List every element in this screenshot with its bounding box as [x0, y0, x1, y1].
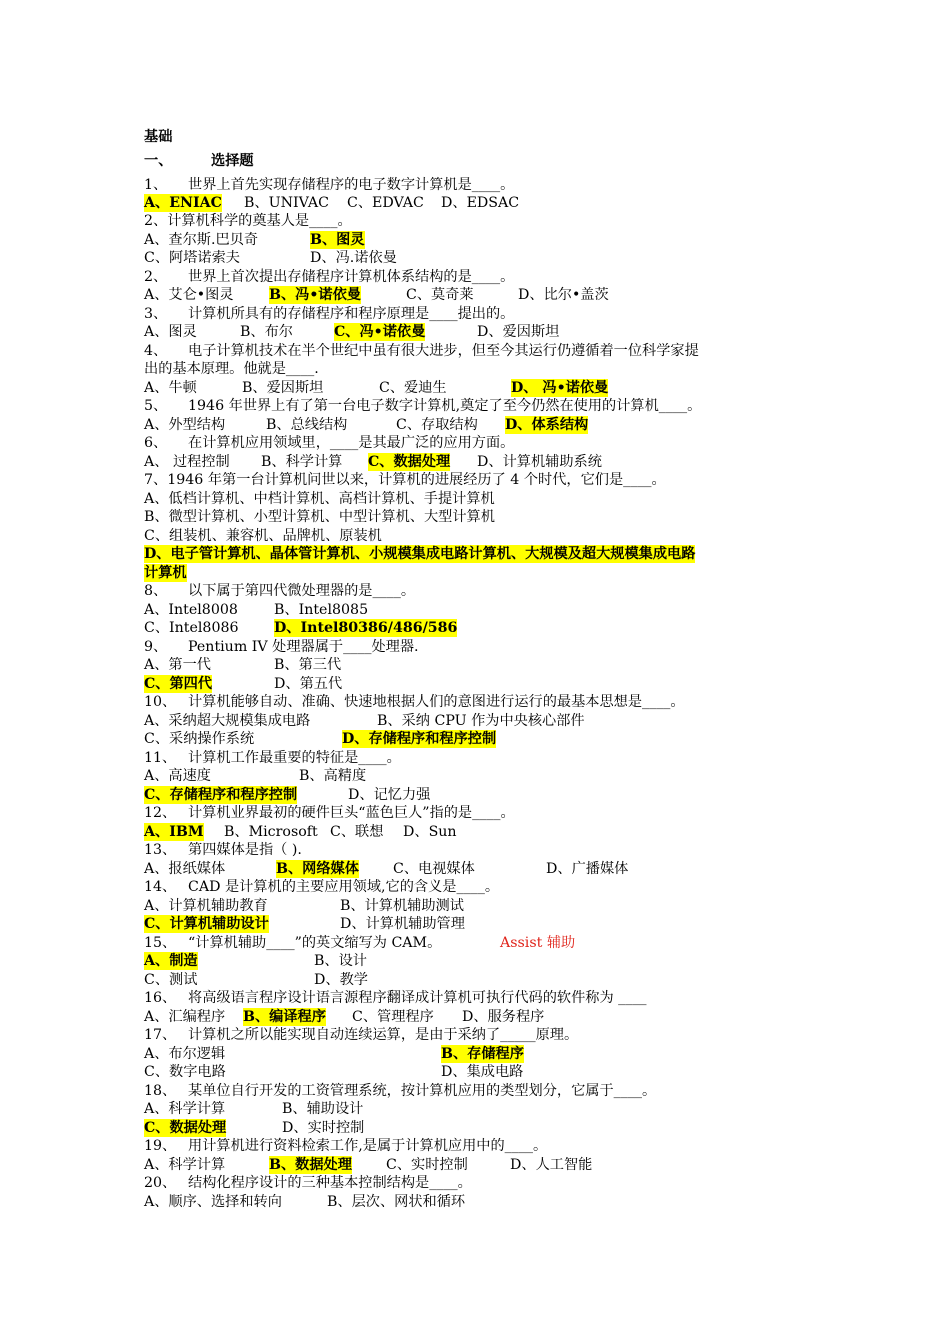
title-text: 基础: [144, 129, 173, 145]
line-segment: 2、: [144, 269, 168, 285]
line-segment: B、微型计算机、小型计算机、中型计算机、大型计算机: [144, 509, 495, 525]
line-segment: A、 过程控制: [144, 454, 230, 470]
line-segment: A、第一代: [144, 657, 211, 673]
line-segment: B、总线结构: [266, 417, 348, 433]
line-segment: Pentium IV 处理器属于____处理器.: [188, 639, 419, 655]
line-segment: B、层次、网状和循环: [327, 1194, 466, 1210]
line-segment: 8、: [144, 583, 168, 599]
line-segment: D、第五代: [274, 676, 343, 692]
line-segment: 16、: [144, 990, 177, 1006]
line-segment: 7、1946 年第一台计算机问世以来，计算机的进展经历了 4 个时代，它们是____。: [144, 472, 666, 488]
answer-highlight: B、编译程序: [243, 1009, 326, 1025]
line-segment: C、采纳操作系统: [144, 731, 255, 747]
line-segment: D、人工智能: [510, 1157, 593, 1173]
line-segment: D、教学: [314, 972, 368, 988]
line-segment: D、冯.诺依曼: [310, 250, 397, 266]
line-segment: D、服务程序: [462, 1009, 545, 1025]
line-segment: 出的基本原理。他就是____.: [144, 361, 319, 377]
line-segment: 计算机能够自动、准确、快速地根据人们的意图进行运行的最基本思想是____。: [188, 694, 685, 710]
line-segment: 将高级语言程序设计语言源程序翻译成计算机可执行代码的软件称为 ____: [188, 990, 647, 1006]
line-segment: D、EDSAC: [441, 195, 520, 211]
line-segment: B、设计: [314, 953, 367, 969]
answer-highlight: D、Intel80386/486/586: [274, 620, 458, 636]
line-segment: 电子计算机技术在半个世纪中虽有很大进步，但至今其运行仍遵循着一位科学家提: [188, 343, 699, 359]
line-segment: D、实时控制: [282, 1120, 365, 1136]
line-segment: A、Intel8008: [144, 602, 238, 618]
line-segment: 世界上首次提出存储程序计算机体系结构的是____。: [188, 269, 515, 285]
line-segment: B、科学计算: [261, 454, 343, 470]
line-segment: C、测试: [144, 972, 198, 988]
line-segment: B、Microsoft: [224, 824, 318, 840]
line-segment: C、数字电路: [144, 1064, 226, 1080]
line-segment: D、广播媒体: [546, 861, 629, 877]
answer-highlight: B、网络媒体: [276, 861, 359, 877]
line-segment: 17、: [144, 1027, 177, 1043]
line-segment: A、外型结构: [144, 417, 226, 433]
line-segment: 第四媒体是指（ ).: [188, 842, 302, 858]
line-segment: C、爱迪生: [379, 380, 447, 396]
line-segment: B、计算机辅助测试: [340, 898, 464, 914]
answer-highlight: B、冯•诺依曼: [269, 287, 361, 303]
line-segment: 世界上首先实现存储程序的电子数字计算机是____。: [188, 177, 515, 193]
line-segment: A、高速度: [144, 768, 211, 784]
line-segment: 14、: [144, 879, 177, 895]
line-segment: A、牛顿: [144, 380, 197, 396]
line-segment: 11、: [144, 750, 177, 766]
line-segment: B、辅助设计: [282, 1101, 364, 1117]
line-segment: A、计算机辅助教育: [144, 898, 268, 914]
line-segment: 用计算机进行资料检索工作,是属于计算机应用中的____。: [188, 1138, 548, 1154]
line-segment: C、阿塔诺索夫: [144, 250, 240, 266]
line-segment: 10、: [144, 694, 177, 710]
answer-highlight: B、数据处理: [269, 1157, 352, 1173]
line-segment: 6、: [144, 435, 168, 451]
line-segment: 2、计算机科学的奠基人是____。: [144, 213, 352, 229]
answer-highlight: C、数据处理: [368, 454, 451, 470]
line-segment: A、报纸媒体: [144, 861, 226, 877]
line-segment: A、布尔逻辑: [144, 1046, 226, 1062]
line-segment: D、计算机辅助系统: [477, 454, 602, 470]
line-segment: C、管理程序: [352, 1009, 434, 1025]
line-segment: C、EDVAC: [347, 195, 424, 211]
line-segment: 以下属于第四代微处理器的是____。: [188, 583, 416, 599]
line-segment: B、爱因斯坦: [242, 380, 324, 396]
line-segment: A、汇编程序: [144, 1009, 226, 1025]
line-segment: 15、: [144, 935, 177, 951]
line-segment: C、Intel8086: [144, 620, 239, 636]
line-segment: B、采纳 CPU 作为中央核心部件: [377, 713, 585, 729]
answer-highlight: A、IBM: [144, 824, 204, 840]
line-segment: A、艾仑•图灵: [144, 287, 234, 303]
line-segment: C、存取结构: [396, 417, 478, 433]
line-segment: 19、: [144, 1138, 177, 1154]
line-segment: 4、: [144, 343, 168, 359]
line-segment: C、电视媒体: [393, 861, 475, 877]
line-segment: 计算机所具有的存储程序和程序原理是____提出的。: [188, 306, 515, 322]
line-segment: A、查尔斯.巴贝奇: [144, 232, 259, 248]
answer-highlight: C、存储程序和程序控制: [144, 787, 298, 803]
line-segment: C、联想: [330, 824, 384, 840]
line-segment: B、布尔: [240, 324, 293, 340]
answer-highlight: B、图灵: [310, 232, 365, 248]
line-segment: C、实时控制: [386, 1157, 468, 1173]
line-segment: C、莫奇莱: [406, 287, 474, 303]
line-segment: D、Sun: [403, 824, 457, 840]
line-segment: 5、: [144, 398, 168, 414]
answer-highlight: B、存储程序: [441, 1046, 524, 1062]
line-segment: A、科学计算: [144, 1101, 226, 1117]
answer-highlight: C、第四代: [144, 676, 213, 692]
line-segment: “计算机辅助____”的英文缩写为 CAM。: [188, 935, 442, 951]
line-segment: 1946 年世界上有了第一台电子数字计算机,奠定了至今仍然在使用的计算机____。: [188, 398, 702, 414]
line-segment: 计算机之所以能实现自动连续运算，是由于采纳了_____原理。: [188, 1027, 579, 1043]
answer-highlight: D、电子管计算机、晶体管计算机、小规模集成电路计算机、大规模及超大规模集成电路: [144, 546, 696, 562]
line-segment: D、计算机辅助管理: [340, 916, 465, 932]
line-segment: A、图灵: [144, 324, 197, 340]
section-number: 一、: [144, 153, 173, 169]
line-segment: 1、: [144, 177, 168, 193]
answer-highlight: C、数据处理: [144, 1120, 227, 1136]
line-segment: A、低档计算机、中档计算机、高档计算机、手提计算机: [144, 491, 495, 507]
line-segment: D、记忆力强: [348, 787, 431, 803]
answer-highlight: D、存储程序和程序控制: [342, 731, 497, 747]
line-segment: B、UNIVAC: [244, 195, 329, 211]
line-segment: A、采纳超大规模集成电路: [144, 713, 311, 729]
line-segment: D、比尔•盖茨: [518, 287, 609, 303]
answer-highlight: 计算机: [144, 565, 187, 581]
line-segment: 某单位自行开发的工资管理系统，按计算机应用的类型划分，它属于____。: [188, 1083, 657, 1099]
line-segment: 计算机工作最重要的特征是____。: [188, 750, 401, 766]
line-segment: 结构化程序设计的三种基本控制结构是____。: [188, 1175, 472, 1191]
line-segment: CAD 是计算机的主要应用领域,它的含义是____。: [188, 879, 500, 895]
answer-highlight: A、ENIAC: [144, 195, 222, 211]
line-segment: B、Intel8085: [274, 602, 369, 618]
line-segment: 计算机业界最初的硬件巨头“蓝色巨人”指的是____。: [188, 805, 515, 821]
line-segment: 9、: [144, 639, 168, 655]
answer-highlight: D、体系结构: [505, 417, 589, 433]
section-label: 选择题: [211, 153, 254, 169]
line-segment: 12、: [144, 805, 177, 821]
line-segment: D、集成电路: [441, 1064, 524, 1080]
line-segment: B、高精度: [299, 768, 367, 784]
line-segment: A、科学计算: [144, 1157, 226, 1173]
line-segment: D、爱因斯坦: [477, 324, 560, 340]
answer-highlight: C、计算机辅助设计: [144, 916, 269, 932]
line-segment: 18、: [144, 1083, 177, 1099]
annotation-note: Assist 辅助: [500, 935, 576, 951]
line-segment: A、顺序、选择和转向: [144, 1194, 282, 1210]
answer-highlight: C、冯•诺依曼: [334, 324, 426, 340]
answer-highlight: A、制造: [144, 953, 198, 969]
line-segment: 13、: [144, 842, 177, 858]
answer-highlight: D、 冯•诺依曼: [511, 380, 609, 396]
line-segment: B、第三代: [274, 657, 342, 673]
line-segment: 20、: [144, 1175, 177, 1191]
line-segment: 3、: [144, 306, 168, 322]
line-segment: 在计算机应用领域里，____是其最广泛的应用方面。: [188, 435, 515, 451]
line-segment: C、组装机、兼容机、品牌机、原装机: [144, 528, 382, 544]
